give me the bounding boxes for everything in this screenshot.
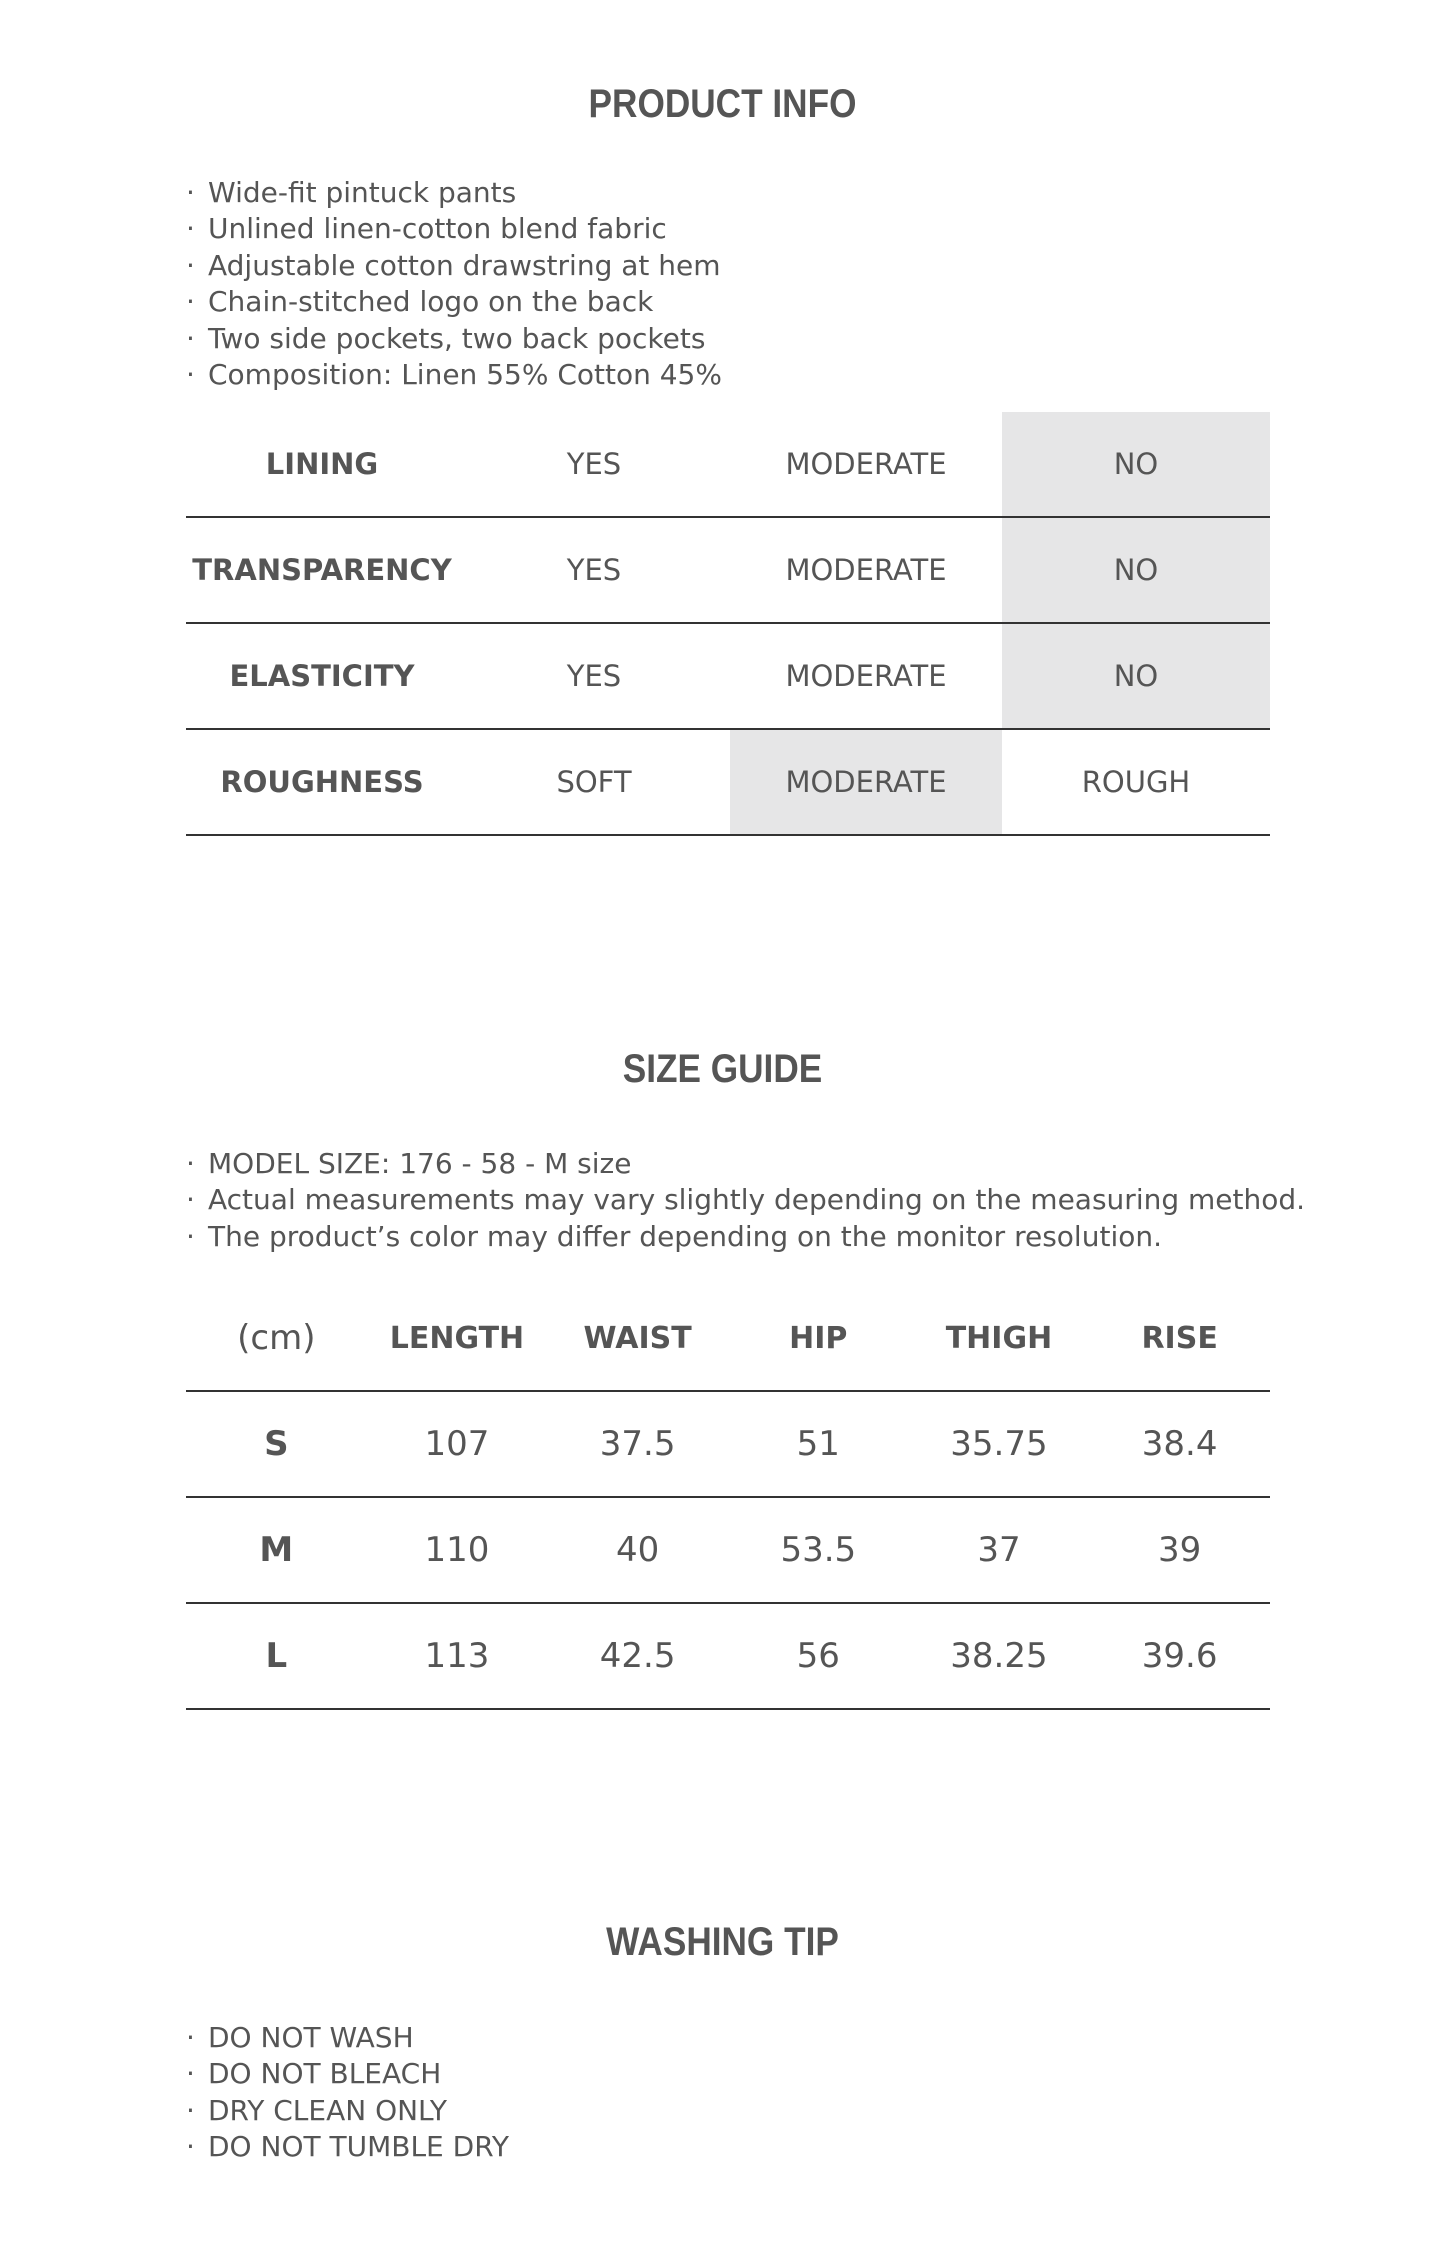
attribute-row-transparency	[186, 517, 1270, 623]
header-unit: (cm)	[186, 1286, 367, 1391]
measurement-cell: 40	[547, 1497, 728, 1603]
list-item: · DO NOT WASH	[186, 2021, 414, 2054]
fabric-attributes-table	[186, 412, 1270, 836]
header-hip: HIP	[728, 1286, 909, 1391]
attribute-option-selected: MODERATE	[730, 729, 1002, 835]
list-item: · MODEL SIZE: 176 - 58 - M size	[186, 1147, 632, 1180]
list-item: · Chain-stitched logo on the back	[186, 285, 654, 319]
list-item: · The product’s color may differ depending on the monitor resolution.	[186, 1219, 1162, 1253]
list-item: · Unlined linen-cotton blend fabric	[186, 212, 667, 246]
attribute-row-lining	[186, 412, 1270, 517]
measurement-cell: 53.5	[728, 1497, 909, 1603]
attribute-label: TRANSPARENCY	[186, 517, 458, 623]
measurement-cell: 113	[367, 1603, 548, 1709]
header-length: LENGTH	[367, 1286, 548, 1391]
measurement-cell: 110	[367, 1497, 548, 1603]
attribute-option-selected: NO	[1002, 412, 1270, 517]
attribute-option: MODERATE	[730, 623, 1002, 729]
measurement-cell: 37	[909, 1497, 1090, 1603]
attribute-option: MODERATE	[730, 412, 1002, 517]
size-table	[186, 1286, 1270, 1710]
attribute-row-roughness	[186, 729, 1270, 835]
list-item: · Wide-fit pintuck pants	[186, 176, 517, 209]
list-item: · Actual measurements may vary slightly depending on the measuring method.	[186, 1183, 1306, 1217]
attribute-label: ELASTICITY	[186, 623, 458, 729]
product-info-list	[186, 175, 722, 393]
measurement-cell: 38.25	[909, 1603, 1090, 1709]
washing-tip-title: WASHING TIP	[606, 1920, 839, 1964]
measurement-cell: 56	[728, 1603, 909, 1709]
measurement-cell: 51	[728, 1391, 909, 1497]
attribute-option-selected: NO	[1002, 517, 1270, 623]
list-item: · DO NOT BLEACH	[186, 2057, 442, 2091]
list-item: · DRY CLEAN ONLY	[186, 2093, 448, 2127]
list-item: · Composition: Linen 55% Cotton 45%	[186, 358, 722, 392]
attribute-option-selected: NO	[1002, 623, 1270, 729]
table-row	[186, 1391, 1270, 1497]
size-guide-notes	[186, 1146, 1305, 1255]
size-label: S	[186, 1391, 367, 1497]
measurement-cell: 35.75	[909, 1391, 1090, 1497]
attribute-option: YES	[458, 623, 730, 729]
header-thigh: THIGH	[909, 1286, 1090, 1391]
attribute-option: SOFT	[458, 729, 730, 835]
size-label: M	[186, 1497, 367, 1603]
attribute-option: YES	[458, 412, 730, 517]
attribute-row-elasticity	[186, 623, 1270, 729]
table-row	[186, 1497, 1270, 1603]
measurement-cell: 42.5	[547, 1603, 728, 1709]
header-rise: RISE	[1089, 1286, 1270, 1391]
attribute-label: ROUGHNESS	[186, 729, 458, 835]
attribute-label: LINING	[186, 412, 458, 517]
measurement-cell: 39.6	[1089, 1603, 1270, 1709]
attribute-option: ROUGH	[1002, 729, 1270, 835]
table-row	[186, 1603, 1270, 1709]
list-item: · Adjustable cotton drawstring at hem	[186, 248, 721, 282]
list-item: · DO NOT TUMBLE DRY	[186, 2130, 509, 2164]
header-waist: WAIST	[547, 1286, 728, 1391]
measurement-cell: 38.4	[1089, 1391, 1270, 1497]
size-guide-title: SIZE GUIDE	[622, 1047, 823, 1091]
list-item: · Two side pockets, two back pockets	[186, 321, 706, 355]
size-table-header	[186, 1286, 1270, 1391]
attribute-option: YES	[458, 517, 730, 623]
measurement-cell: 37.5	[547, 1391, 728, 1497]
measurement-cell: 39	[1089, 1497, 1270, 1603]
product-info-title: PRODUCT INFO	[588, 82, 857, 126]
attribute-option: MODERATE	[730, 517, 1002, 623]
washing-tip-list	[186, 2020, 509, 2166]
measurement-cell: 107	[367, 1391, 548, 1497]
size-label: L	[186, 1603, 367, 1709]
